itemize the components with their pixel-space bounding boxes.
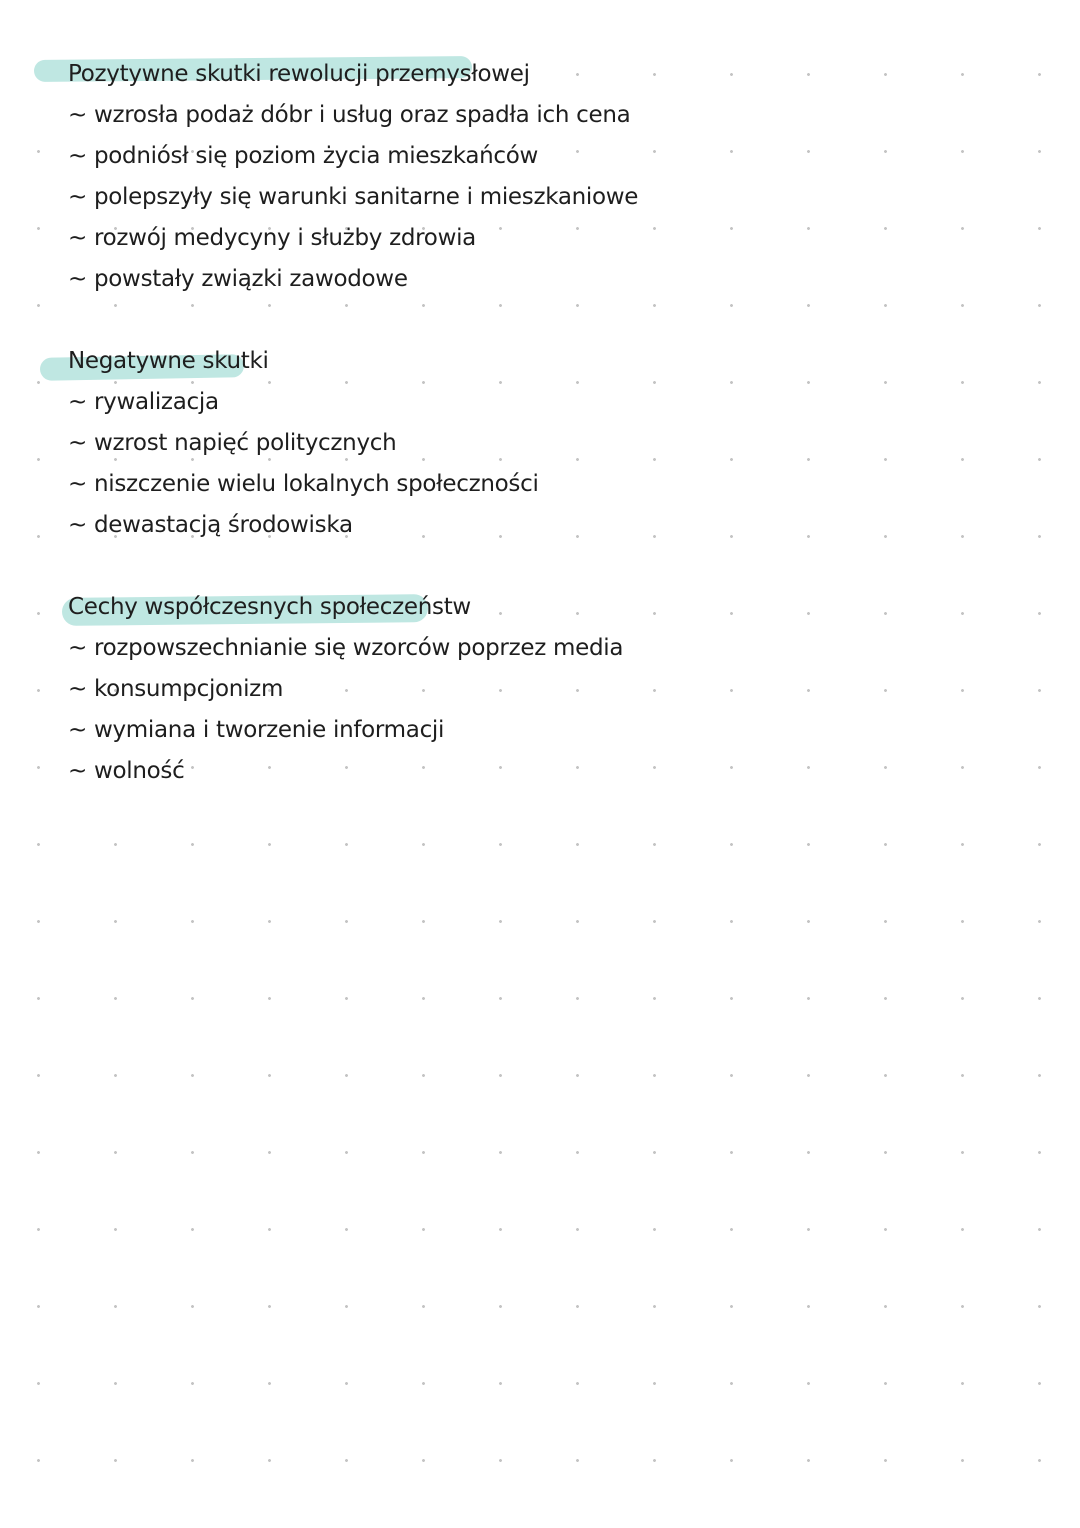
list-item: ~ dewastacją środowiska: [68, 512, 353, 538]
section-negative-effects: [68, 341, 539, 546]
bullet-list: [68, 628, 623, 792]
bullet-list: [68, 95, 638, 300]
section-positive-effects: [68, 54, 638, 300]
section-heading: Cechy współczesnych społeczeństw: [68, 594, 471, 620]
list-item: ~ wymiana i tworzenie informacji: [68, 717, 445, 743]
list-item: ~ konsumpcjonizm: [68, 676, 284, 702]
list-item: ~ podniósł się poziom życia mieszkańców: [68, 143, 539, 169]
heading-wrap: [68, 587, 471, 628]
list-item: ~ rozpowszechnianie się wzorców poprzez media: [68, 635, 624, 661]
section-modern-society-traits: [68, 587, 623, 792]
list-item: ~ rozwój medycyny i służby zdrowia: [68, 225, 476, 251]
list-item: ~ wzrosła podaż dóbr i usług oraz spadła ich cena: [68, 102, 631, 128]
section-heading: Negatywne skutki: [68, 348, 269, 374]
list-item: ~ powstały związki zawodowe: [68, 266, 408, 292]
list-item: ~ polepszyły się warunki sanitarne i mieszkaniowe: [68, 184, 639, 210]
list-item: ~ rywalizacja: [68, 389, 219, 415]
list-item: ~ wzrost napięć politycznych: [68, 430, 397, 456]
bullet-list: [68, 382, 539, 546]
heading-wrap: [68, 341, 269, 382]
list-item: ~ wolność: [68, 758, 185, 784]
section-heading: Pozytywne skutki rewolucji przemysłowej: [68, 61, 530, 87]
list-item: ~ niszczenie wielu lokalnych społeczności: [68, 471, 539, 497]
heading-wrap: [68, 54, 530, 95]
